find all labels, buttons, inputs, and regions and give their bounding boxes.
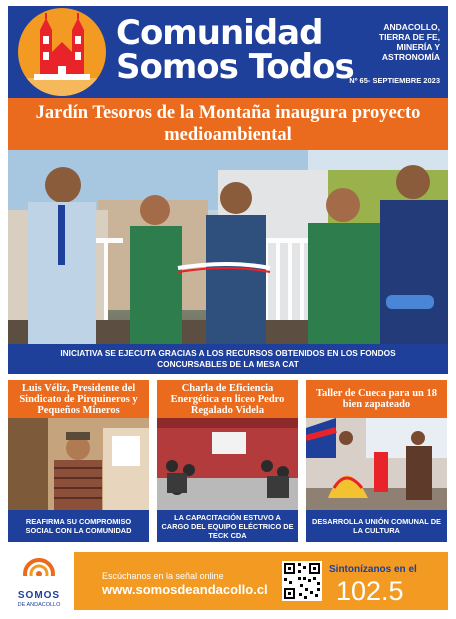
location-line3: MINERÍA Y: [396, 42, 440, 52]
story-caption: REAFIRMA SU COMPROMISO SOCIAL CON LA COMUNIDAD: [8, 510, 149, 542]
masthead-title-line2: Somos Todos: [116, 47, 354, 87]
sun-icon: [10, 552, 68, 590]
masthead-logo: [18, 8, 106, 96]
location-line4: ASTRONOMÍA: [381, 52, 440, 62]
story-card-1[interactable]: [8, 380, 149, 542]
story-title: Charla de Eficiencia Energética en liceo Pedro Regalado Videla: [157, 380, 298, 418]
lead-photo: [8, 150, 448, 344]
story-photo: [157, 418, 298, 510]
radio-frequency: 102.5: [336, 576, 404, 606]
story-card-3[interactable]: [306, 380, 447, 542]
lead-caption: [8, 344, 448, 374]
website-link[interactable]: www.somosdeandacollo.cl: [102, 582, 268, 597]
masthead-title: [116, 13, 354, 87]
story-title: Luis Véliz, Presidente del Sindicato de Pirquineros y Pequeños Mineros: [8, 380, 149, 418]
location-line1: ANDACOLLO,: [383, 22, 440, 32]
church-icon: [18, 8, 106, 96]
masthead-title-line1: Comunidad: [116, 13, 323, 53]
footer-logo-sub: DE ANDACOLLO: [17, 602, 61, 608]
story-title: Taller de Cueca para un 18 bien zapateado: [306, 380, 447, 418]
story-photo: [8, 418, 149, 510]
lead-caption-line2: CONCURSABLES DE LA MESA CAT: [157, 359, 299, 369]
story-card-2[interactable]: [157, 380, 298, 542]
lead-headline: Jardín Tesoros de la Montaña inaugura proyecto medioambiental: [8, 98, 448, 150]
issue-number: Nº 65- SEPTIEMBRE 2023: [349, 76, 440, 85]
story-caption: DESARROLLA UNIÓN COMUNAL DE LA CULTURA: [306, 510, 447, 542]
story-caption: LA CAPACITACIÓN ESTUVO A CARGO DEL EQUIPO ELÉCTRICO DE TECK CDA: [157, 510, 298, 542]
footer-logo-name: SOMOS: [17, 590, 61, 601]
tune-text: Sintonízanos en el: [329, 564, 417, 575]
footer-logo[interactable]: [10, 552, 68, 612]
radio-banner: [74, 552, 448, 610]
location-line2: TIERRA DE FE,: [378, 32, 440, 42]
location-tagline: [360, 22, 440, 62]
qr-code-icon[interactable]: [282, 561, 322, 601]
listen-text: Escúchanos en la señal online: [102, 571, 224, 581]
masthead: [8, 6, 448, 98]
lead-caption-line1: INICIATIVA SE EJECUTA GRACIAS A LOS RECURSOS OBTENIDOS EN LOS FONDOS: [60, 348, 396, 358]
story-photo: [306, 418, 447, 510]
